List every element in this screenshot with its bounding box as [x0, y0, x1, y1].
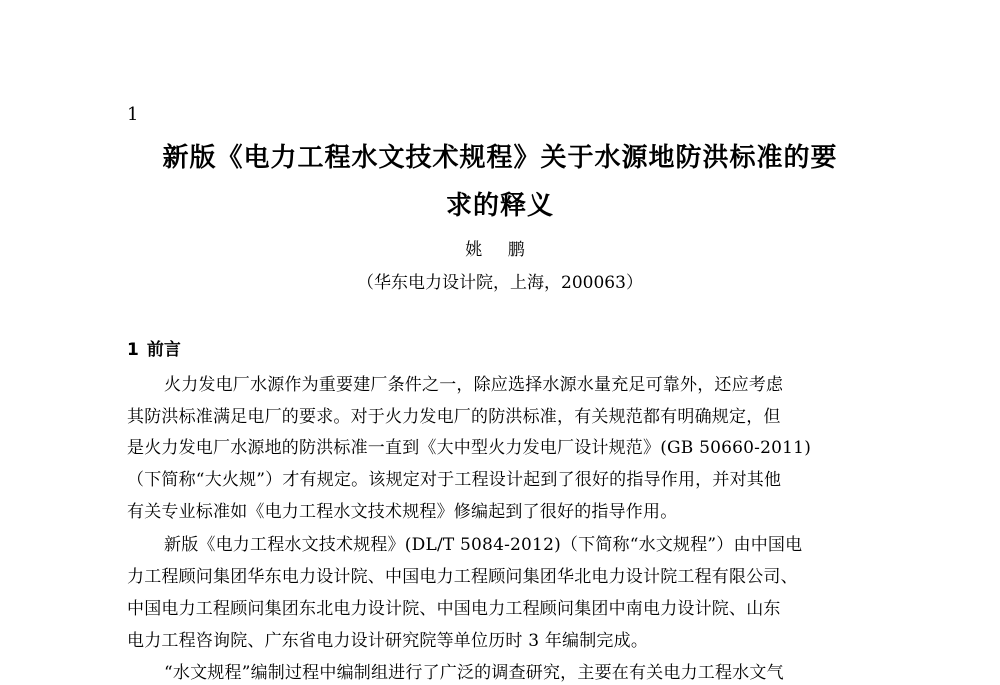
author-affiliation: （华东电力设计院，上海，200063） [357, 273, 643, 293]
body-line-10: “水文规程”编制过程中编制组进行了广泛的调查研究，主要在有关电力工程水文气 [164, 663, 784, 683]
body-line-5: 有关专业标准如《电力工程水文技术规程》修编起到了很好的指导作用。 [127, 502, 678, 522]
body-line-8: 中国电力工程顾问集团东北电力设计院、中国电力工程顾问集团中南电力设计院、山东 [127, 599, 781, 619]
paper-title-line-2: 求的释义 [445, 191, 554, 221]
body-line-6: 新版《电力工程水文技术规程》(DL/T 5084-2012)（下简称“水文规程”）由中国电 [164, 535, 803, 555]
body-line-1: 火力发电厂水源作为重要建厂条件之一，除应选择水源水量充足可靠外，还应考虑 [164, 375, 784, 395]
author-name: 姚 鹏 [465, 240, 535, 260]
section-heading [127, 338, 181, 362]
body-line-3: 是火力发电厂水源地的防洪标准一直到《大中型火力发电厂设计规范》(GB 50660-2011) [127, 438, 812, 458]
body-line-4: （下简称“大火规”）才有规定。该规定对于工程设计起到了很好的指导作用，并对其他 [127, 470, 782, 490]
page-number: 1 [127, 104, 139, 125]
body-line-9: 电力工程咨询院、广东省电力设计研究院等单位历时 3 年编制完成。 [127, 631, 649, 651]
body-line-2: 其防洪标准满足电厂的要求。对于火力发电厂的防洪标准，有关规范都有明确规定，但 [127, 407, 781, 427]
section-title: 前言 [146, 340, 181, 360]
paper-title-line-1: 新版《电力工程水文技术规程》关于水源地防洪标准的要 [162, 143, 838, 173]
section-number: 1 [127, 340, 139, 360]
body-line-7: 力工程顾问集团华东电力设计院、中国电力工程顾问集团华北电力设计院工程有限公司、 [127, 567, 798, 587]
